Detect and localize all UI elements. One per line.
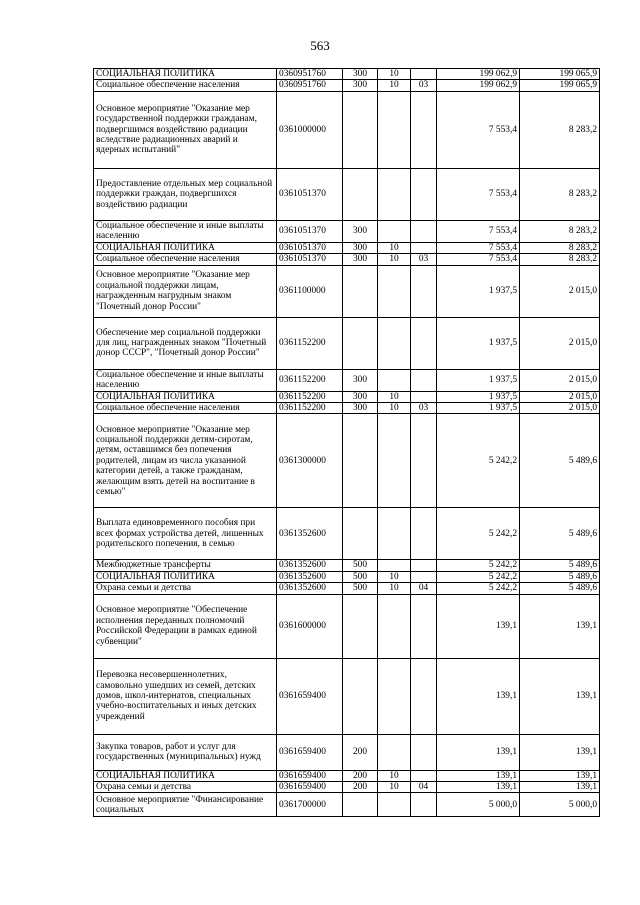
cell-subsection — [411, 220, 437, 242]
cell-section — [378, 369, 411, 391]
cell-section: 10 — [378, 403, 411, 414]
cell-target-code: 0360951760 — [277, 69, 343, 80]
cell-section — [378, 414, 411, 508]
cell-sum-year-2: 2 015,0 — [520, 265, 600, 317]
cell-sum-year-1: 5 242,2 — [437, 414, 520, 508]
cell-subsection — [411, 369, 437, 391]
table-row — [94, 317, 600, 369]
cell-sum-year-1: 1 937,5 — [437, 369, 520, 391]
cell-sum-year-1: 1 937,5 — [437, 391, 520, 402]
cell-target-code: 0361352600 — [277, 508, 343, 560]
cell-expense-type — [343, 265, 378, 317]
cell-subsection — [411, 242, 437, 253]
cell-subsection: 03 — [411, 254, 437, 265]
cell-expense-type — [343, 317, 378, 369]
cell-subsection — [411, 793, 437, 817]
cell-target-code: 0361600000 — [277, 594, 343, 658]
budget-table — [93, 68, 600, 817]
table-row — [94, 69, 600, 80]
cell-subsection — [411, 571, 437, 582]
cell-expense-type: 500 — [343, 583, 378, 594]
table-row — [94, 770, 600, 781]
cell-expense-type: 300 — [343, 403, 378, 414]
page-number: 563 — [310, 38, 330, 53]
cell-section: 10 — [378, 391, 411, 402]
cell-sum-year-1: 7 553,4 — [437, 168, 520, 220]
cell-section — [378, 734, 411, 770]
cell-subsection — [411, 508, 437, 560]
cell-sum-year-1: 1 937,5 — [437, 403, 520, 414]
table-row — [94, 242, 600, 253]
cell-section — [378, 265, 411, 317]
cell-sum-year-2: 5 489,6 — [520, 583, 600, 594]
cell-section — [378, 560, 411, 571]
cell-target-code: 0361051370 — [277, 168, 343, 220]
cell-sum-year-1: 5 242,2 — [437, 508, 520, 560]
table-row — [94, 571, 600, 582]
cell-section: 10 — [378, 254, 411, 265]
cell-target-code: 0361051370 — [277, 220, 343, 242]
table-row — [94, 508, 600, 560]
table-row — [94, 734, 600, 770]
cell-name: Социальное обеспечение и иные выплаты населению — [94, 369, 277, 391]
cell-subsection: 03 — [411, 403, 437, 414]
cell-name: Охрана семьи и детства — [94, 583, 277, 594]
cell-expense-type: 200 — [343, 734, 378, 770]
cell-sum-year-2: 5 489,6 — [520, 414, 600, 508]
cell-sum-year-1: 139,1 — [437, 770, 520, 781]
table-row — [94, 369, 600, 391]
table-row — [94, 265, 600, 317]
cell-sum-year-1: 7 553,4 — [437, 91, 520, 168]
cell-target-code: 0361051370 — [277, 254, 343, 265]
cell-subsection — [411, 770, 437, 781]
cell-target-code: 0361352600 — [277, 583, 343, 594]
cell-subsection — [411, 317, 437, 369]
cell-sum-year-2: 2 015,0 — [520, 391, 600, 402]
cell-target-code: 0361100000 — [277, 265, 343, 317]
cell-name: СОЦИАЛЬНАЯ ПОЛИТИКА — [94, 242, 277, 253]
cell-name: Основное мероприятие "Оказание мер социальной поддержки детям-сиротам, детям, оставшимся без попечения родителей, лицам из числа указанной категории детей, а также гражданам, желающим взять детей на воспитание в семью" — [94, 414, 277, 508]
cell-name: СОЦИАЛЬНАЯ ПОЛИТИКА — [94, 770, 277, 781]
cell-expense-type — [343, 508, 378, 560]
table-row — [94, 594, 600, 658]
table-row — [94, 403, 600, 414]
cell-sum-year-2: 5 000,0 — [520, 793, 600, 817]
cell-target-code: 0361659400 — [277, 658, 343, 734]
cell-name: Основное мероприятие "Финансирование социальных — [94, 793, 277, 817]
table-row — [94, 220, 600, 242]
cell-expense-type: 300 — [343, 80, 378, 91]
cell-target-code: 0361152200 — [277, 317, 343, 369]
cell-expense-type — [343, 658, 378, 734]
cell-sum-year-1: 139,1 — [437, 734, 520, 770]
cell-section: 10 — [378, 770, 411, 781]
cell-expense-type: 300 — [343, 369, 378, 391]
cell-sum-year-2: 5 489,6 — [520, 571, 600, 582]
table-row — [94, 782, 600, 793]
cell-name: СОЦИАЛЬНАЯ ПОЛИТИКА — [94, 571, 277, 582]
cell-sum-year-1: 5 242,2 — [437, 571, 520, 582]
cell-sum-year-1: 1 937,5 — [437, 317, 520, 369]
cell-sum-year-2: 139,1 — [520, 770, 600, 781]
cell-sum-year-2: 8 283,2 — [520, 242, 600, 253]
cell-sum-year-2: 8 283,2 — [520, 91, 600, 168]
cell-target-code: 0361152200 — [277, 369, 343, 391]
cell-section: 10 — [378, 80, 411, 91]
cell-sum-year-2: 8 283,2 — [520, 168, 600, 220]
cell-target-code: 0361352600 — [277, 560, 343, 571]
table-row — [94, 414, 600, 508]
table-row — [94, 560, 600, 571]
cell-sum-year-1: 139,1 — [437, 782, 520, 793]
cell-name: Социальное обеспечение населения — [94, 80, 277, 91]
cell-section — [378, 594, 411, 658]
table-row — [94, 254, 600, 265]
cell-target-code: 0361152200 — [277, 391, 343, 402]
cell-sum-year-1: 7 553,4 — [437, 242, 520, 253]
cell-sum-year-2: 5 489,6 — [520, 560, 600, 571]
cell-sum-year-1: 5 000,0 — [437, 793, 520, 817]
cell-sum-year-2: 199 065,9 — [520, 69, 600, 80]
cell-subsection — [411, 658, 437, 734]
cell-subsection — [411, 594, 437, 658]
cell-section — [378, 220, 411, 242]
cell-target-code: 0361659400 — [277, 734, 343, 770]
table-row — [94, 583, 600, 594]
cell-name: Выплата единовременного пособия при всех формах устройства детей, лишенных родительского попечения, в семью — [94, 508, 277, 560]
cell-expense-type — [343, 91, 378, 168]
cell-target-code: 0361051370 — [277, 242, 343, 253]
cell-sum-year-2: 139,1 — [520, 658, 600, 734]
cell-sum-year-2: 139,1 — [520, 734, 600, 770]
cell-target-code: 0360951760 — [277, 80, 343, 91]
cell-subsection: 04 — [411, 782, 437, 793]
cell-name: СОЦИАЛЬНАЯ ПОЛИТИКА — [94, 391, 277, 402]
cell-sum-year-2: 2 015,0 — [520, 369, 600, 391]
cell-subsection — [411, 69, 437, 80]
cell-section — [378, 317, 411, 369]
cell-sum-year-2: 8 283,2 — [520, 220, 600, 242]
cell-expense-type — [343, 414, 378, 508]
cell-section: 10 — [378, 242, 411, 253]
cell-sum-year-2: 199 065,9 — [520, 80, 600, 91]
cell-section: 10 — [378, 69, 411, 80]
cell-expense-type — [343, 594, 378, 658]
cell-sum-year-2: 8 283,2 — [520, 254, 600, 265]
cell-name: Охрана семьи и детства — [94, 782, 277, 793]
cell-expense-type — [343, 793, 378, 817]
cell-section — [378, 658, 411, 734]
cell-name: Перевозка несовершеннолетних, самовольно ушедших из семей, детских домов, школ-интернатов, специальных учебно-воспитательных и иных детских учреждений — [94, 658, 277, 734]
cell-expense-type: 500 — [343, 560, 378, 571]
table-row — [94, 793, 600, 817]
cell-sum-year-1: 7 553,4 — [437, 254, 520, 265]
cell-expense-type: 500 — [343, 571, 378, 582]
cell-target-code: 0361700000 — [277, 793, 343, 817]
cell-subsection — [411, 734, 437, 770]
cell-sum-year-1: 7 553,4 — [437, 220, 520, 242]
table-row — [94, 80, 600, 91]
cell-name: Социальное обеспечение населения — [94, 254, 277, 265]
cell-name: Основное мероприятие "Обеспечение исполнения переданных полномочий Российской Федерации в рамках единой субвенции" — [94, 594, 277, 658]
cell-section — [378, 793, 411, 817]
cell-subsection — [411, 91, 437, 168]
cell-expense-type: 200 — [343, 782, 378, 793]
cell-subsection — [411, 414, 437, 508]
cell-section — [378, 168, 411, 220]
cell-name: СОЦИАЛЬНАЯ ПОЛИТИКА — [94, 69, 277, 80]
cell-section: 10 — [378, 782, 411, 793]
cell-section — [378, 91, 411, 168]
cell-name: Основное мероприятие "Оказание мер социальной поддержки лицам, награжденным нагрудным знаком "Почетный донор России" — [94, 265, 277, 317]
cell-sum-year-2: 139,1 — [520, 594, 600, 658]
cell-expense-type: 300 — [343, 242, 378, 253]
cell-section — [378, 508, 411, 560]
cell-expense-type: 300 — [343, 254, 378, 265]
cell-subsection: 03 — [411, 80, 437, 91]
cell-expense-type: 300 — [343, 220, 378, 242]
cell-sum-year-1: 199 062,9 — [437, 69, 520, 80]
cell-sum-year-2: 139,1 — [520, 782, 600, 793]
cell-name: Социальное обеспечение населения — [94, 403, 277, 414]
cell-section: 10 — [378, 571, 411, 582]
cell-sum-year-1: 5 242,2 — [437, 560, 520, 571]
cell-name: Закупка товаров, работ и услуг для государственных (муниципальных) нужд — [94, 734, 277, 770]
cell-expense-type — [343, 168, 378, 220]
cell-sum-year-2: 2 015,0 — [520, 403, 600, 414]
cell-name: Межбюджетные трансферты — [94, 560, 277, 571]
cell-expense-type: 300 — [343, 391, 378, 402]
table-row — [94, 168, 600, 220]
cell-name: Основное мероприятие "Оказание мер государственной поддержки гражданам, подвергшимся воздействию радиации вследствие радиационных аварий и ядерных испытаний" — [94, 91, 277, 168]
cell-sum-year-2: 2 015,0 — [520, 317, 600, 369]
cell-sum-year-2: 5 489,6 — [520, 508, 600, 560]
cell-sum-year-1: 139,1 — [437, 594, 520, 658]
cell-target-code: 0361659400 — [277, 782, 343, 793]
cell-target-code: 0361352600 — [277, 571, 343, 582]
cell-expense-type: 200 — [343, 770, 378, 781]
cell-name: Предоставление отдельных мер социальной поддержки граждан, подвергшихся воздействию радиации — [94, 168, 277, 220]
cell-target-code: 0361659400 — [277, 770, 343, 781]
cell-target-code: 0361152200 — [277, 403, 343, 414]
cell-section: 10 — [378, 583, 411, 594]
table-row — [94, 658, 600, 734]
cell-sum-year-1: 199 062,9 — [437, 80, 520, 91]
cell-name: Обеспечение мер социальной поддержки для лиц, награжденных знаком "Почетный донор СССР", "Почетный донор России" — [94, 317, 277, 369]
cell-subsection — [411, 391, 437, 402]
table-row — [94, 91, 600, 168]
cell-sum-year-1: 139,1 — [437, 658, 520, 734]
cell-subsection — [411, 168, 437, 220]
cell-name: Социальное обеспечение и иные выплаты населению — [94, 220, 277, 242]
cell-subsection: 04 — [411, 583, 437, 594]
table-row — [94, 391, 600, 402]
cell-target-code: 0361000000 — [277, 91, 343, 168]
cell-sum-year-1: 1 937,5 — [437, 265, 520, 317]
cell-subsection — [411, 265, 437, 317]
cell-subsection — [411, 560, 437, 571]
cell-sum-year-1: 5 242,2 — [437, 583, 520, 594]
cell-expense-type: 300 — [343, 69, 378, 80]
cell-target-code: 0361300000 — [277, 414, 343, 508]
